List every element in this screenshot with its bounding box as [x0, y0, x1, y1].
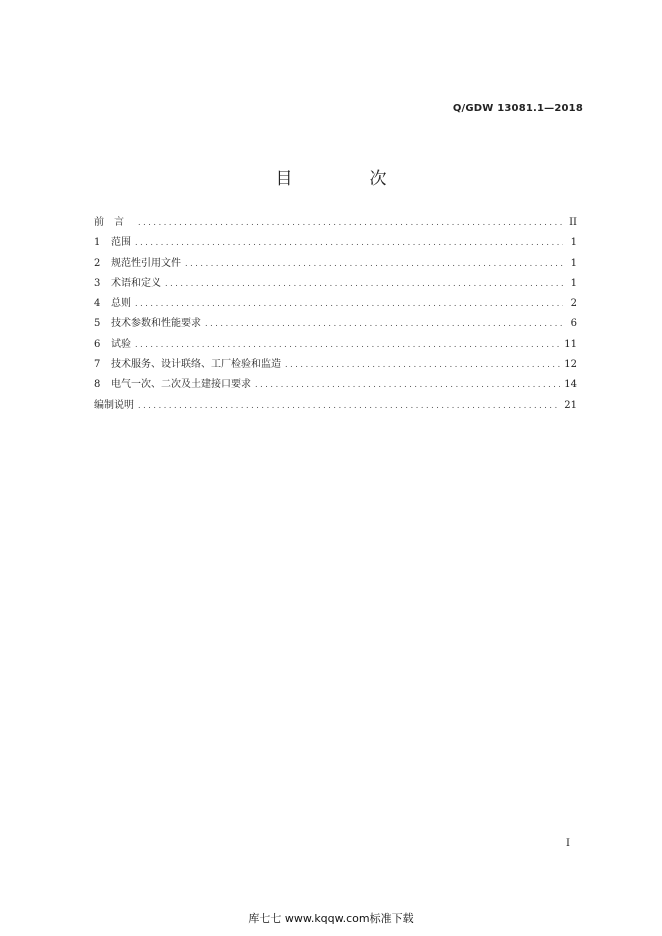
toc-entry-8[interactable] — [94, 375, 577, 395]
toc-leader — [205, 319, 563, 328]
toc-number: 8 — [94, 379, 101, 391]
toc-leader — [135, 238, 563, 247]
toc-label: 技术服务、设计联络、工厂检验和监造 — [111, 359, 281, 371]
toc-label: 总则 — [111, 298, 131, 310]
standard-code: Q/GDW 13081.1—2018 — [452, 103, 583, 114]
toc-label: 电气一次、二次及土建接口要求 — [111, 379, 251, 391]
toc-entry-3[interactable] — [94, 274, 577, 294]
toc-label: 编制说明 — [94, 399, 134, 411]
toc-label: 试验 — [111, 338, 131, 350]
toc-label: 规范性引用文件 — [111, 257, 181, 269]
toc-entry-preface[interactable] — [94, 213, 577, 233]
toc-page: 21 — [564, 399, 577, 411]
toc-label: 术语和定义 — [111, 277, 161, 289]
toc-number: 5 — [94, 318, 101, 330]
toc-number: 2 — [94, 257, 101, 269]
toc-number: 4 — [94, 298, 101, 310]
toc-leader — [138, 401, 560, 410]
toc-page: 1 — [570, 237, 577, 249]
watermark-text: 库七七 www.kqqw.com标准下载 — [248, 912, 414, 925]
toc-number: 3 — [94, 277, 101, 289]
toc-entry-5[interactable] — [94, 314, 577, 334]
toc-entry-7[interactable] — [94, 355, 577, 375]
toc-page: 1 — [570, 277, 577, 289]
toc-page: 1 — [570, 257, 577, 269]
toc-entry-2[interactable] — [94, 254, 577, 274]
toc-entry-1[interactable] — [94, 233, 577, 253]
toc-label: 前 言 — [94, 217, 124, 228]
table-of-contents — [94, 213, 577, 416]
toc-entry-6[interactable] — [94, 335, 577, 355]
toc-page: 14 — [564, 379, 577, 391]
toc-entry-4[interactable] — [94, 294, 577, 314]
toc-page: 6 — [570, 318, 577, 330]
toc-number: 7 — [94, 359, 101, 371]
toc-label: 范围 — [111, 237, 131, 249]
toc-label: 技术参数和性能要求 — [111, 318, 201, 330]
toc-leader — [138, 218, 563, 227]
toc-entry-compilation-notes[interactable] — [94, 396, 577, 416]
toc-leader — [135, 299, 563, 308]
toc-number: 6 — [94, 338, 101, 350]
toc-page: 2 — [570, 298, 577, 310]
toc-page: 11 — [564, 338, 577, 350]
toc-leader — [165, 279, 563, 288]
toc-page: 12 — [564, 359, 577, 371]
toc-leader — [185, 259, 563, 268]
toc-leader — [285, 360, 560, 369]
toc-page: II — [569, 217, 577, 228]
page-number: I — [566, 838, 570, 849]
toc-number: 1 — [94, 237, 101, 249]
toc-leader — [255, 380, 560, 389]
page-title: 目 次 — [275, 169, 417, 189]
toc-leader — [135, 340, 560, 349]
